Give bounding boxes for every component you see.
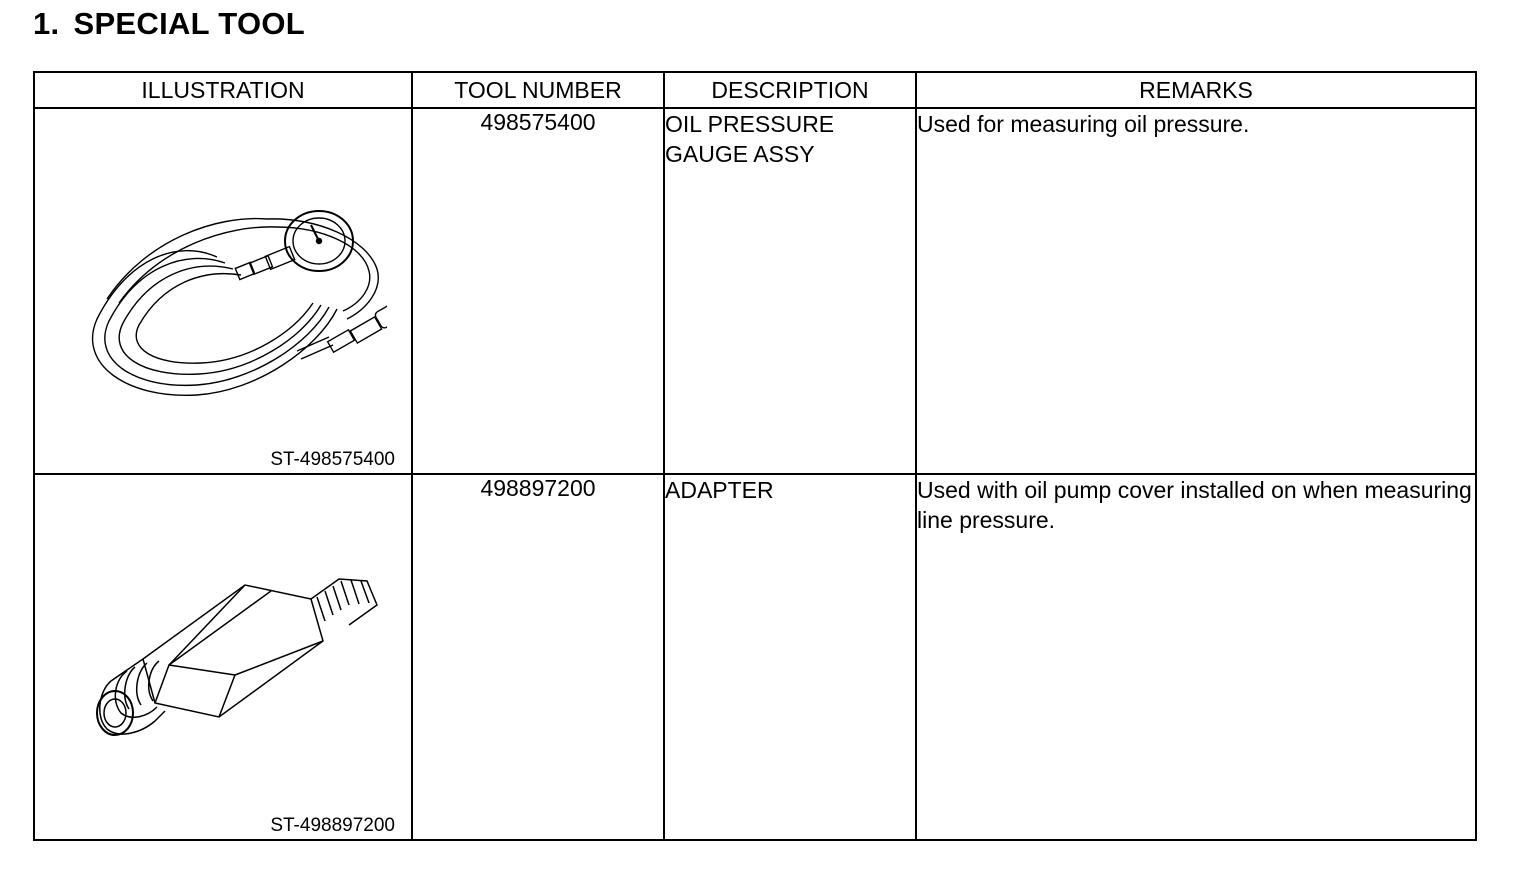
oil-pressure-gauge-icon	[67, 199, 387, 419]
table-header-row	[34, 72, 1476, 108]
special-tool-table	[33, 71, 1477, 841]
remarks-cell: Used for measuring oil pressure.	[916, 108, 1476, 474]
table-row	[34, 108, 1476, 474]
tool-number-cell: 498897200	[412, 474, 664, 840]
page-title	[33, 6, 305, 42]
section-title: SPECIAL TOOL	[73, 6, 306, 41]
description-cell: OIL PRESSURE GAUGE ASSY	[664, 108, 916, 474]
illustration-caption: ST-498897200	[270, 815, 395, 836]
header-description: DESCRIPTION	[664, 72, 916, 108]
illustration-cell	[34, 474, 412, 840]
illustration-caption: ST-498575400	[270, 449, 395, 470]
remarks-cell: Used with oil pump cover installed on when measuring line pressure.	[916, 474, 1476, 840]
tool-number-cell: 498575400	[412, 108, 664, 474]
section-number: 1.	[33, 6, 60, 41]
header-tool-number: TOOL NUMBER	[412, 72, 664, 108]
header-illustration: ILLUSTRATION	[34, 72, 412, 108]
description-cell: ADAPTER	[664, 474, 916, 840]
header-remarks: REMARKS	[916, 72, 1476, 108]
illustration-cell	[34, 108, 412, 474]
adapter-icon	[85, 571, 385, 771]
table-row	[34, 474, 1476, 840]
